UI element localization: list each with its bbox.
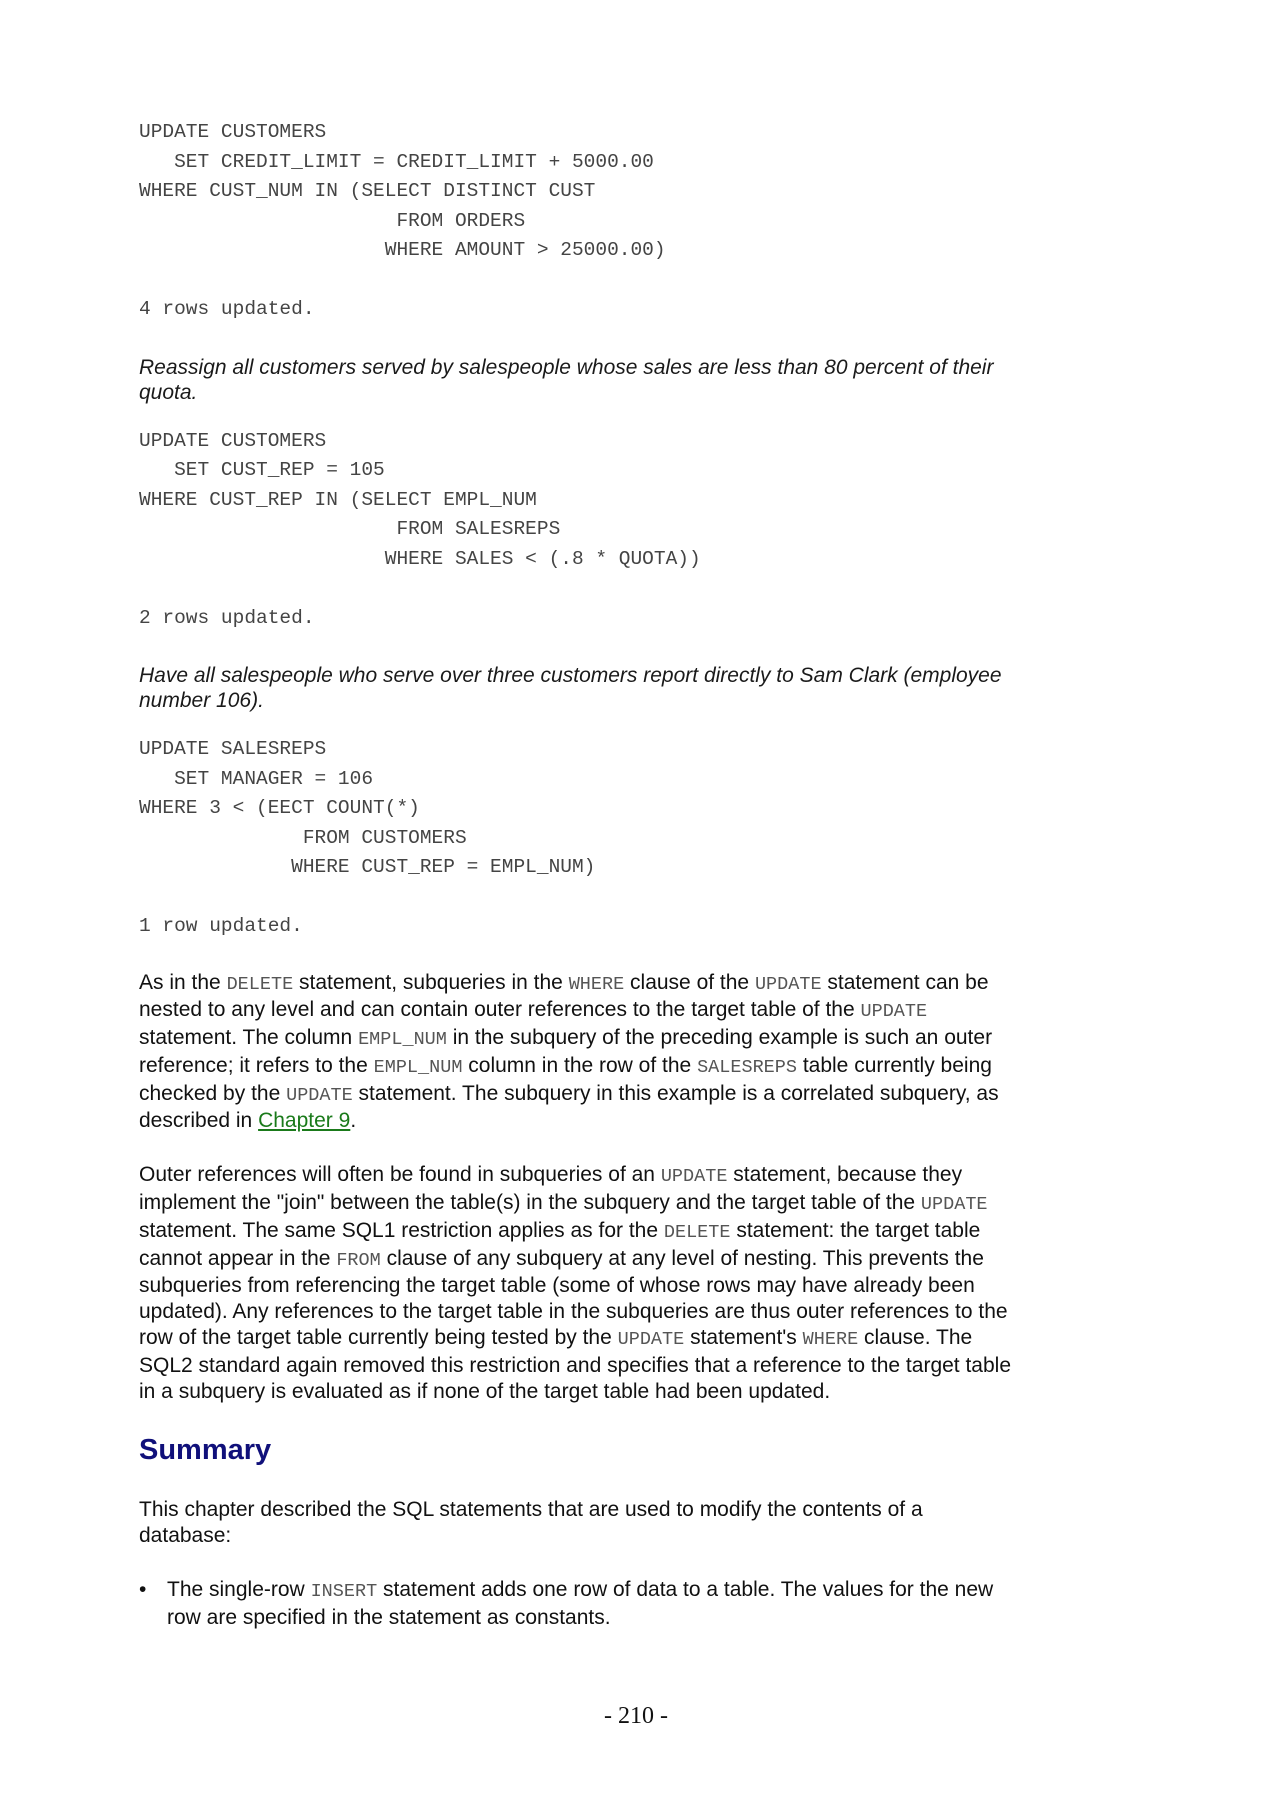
code-keyword: UPDATE [286,1084,353,1106]
code-keyword: FROM [336,1249,381,1271]
code-keyword: UPDATE [617,1329,685,1351]
list-item-text [167,1577,1019,1631]
text-run: Outer references will often be found in subqueries of an [139,1163,661,1187]
code-keyword: UPDATE [660,1166,728,1188]
code-line: SET CREDIT_LIMIT = CREDIT_LIMIT + 5000.00 [139,150,654,173]
code-keyword: EMPL_NUM [358,1029,447,1051]
code-line: WHERE CUST_REP IN (SELECT EMPL_NUM [139,488,537,511]
page-content [139,118,1019,1631]
code-line: WHERE AMOUNT > 25000.00) [139,239,666,261]
code-block-reassign-customers [139,427,1019,575]
text-run: statement adds one row of data to a table. The values for the new row are specified in the statement as constants. [167,1578,994,1629]
code-line: UPDATE CUSTOMERS [139,429,327,452]
code-keyword: WHERE [802,1329,859,1351]
text-run: statement. The column [139,1026,359,1050]
code-line: WHERE SALES < (.8 * QUOTA)) [139,547,701,570]
page-number: - 210 - [604,1703,668,1729]
section-heading: Summary [139,1434,272,1467]
example-caption: Reassign all customers served by salespeople whose sales are less than 80 percent of their quota. [139,355,994,404]
code-line: WHERE CUST_REP = EMPL_NUM) [139,856,596,878]
list-item [139,1577,1019,1631]
code-keyword: INSERT [310,1581,378,1603]
text-run: The single-row [167,1578,311,1602]
code-keyword: DELETE [226,973,294,995]
text-run: statement, because they implement the "join" between the table(s) in the subquery and the target table of the [139,1163,963,1215]
code-keyword: SALESREPS [697,1056,797,1078]
code-line: FROM SALESREPS [139,518,561,540]
code-line: WHERE 3 < (EECT COUNT(*) [139,797,420,819]
code-line: WHERE CUST_NUM IN (SELECT DISTINCT CUST [139,180,596,202]
text-run: clause of any subquery at any level of nesting. This prevents the subqueries from referencing the target table (some of whose rows may have already been updated). Any references to the target table in the subqueries are thus outer references to the row of the target table currently being tested by the [139,1246,1008,1350]
text-run: clause. The SQL2 standard again removed this restriction and specifies that a reference to the target table in a subquery is evaluated as if none of the target table had been updated. [139,1326,1012,1403]
result-text: 1 row updated. [139,915,303,937]
text-run: statement can be nested to any level and can contain outer references to the target table of the [139,970,989,1022]
text-run: table currently being checked by the [139,1053,992,1105]
body-paragraph [139,1162,1019,1404]
code-keyword: EMPL_NUM [373,1056,463,1078]
text-run: statement. The same SQL1 restriction applies as for the [139,1218,664,1242]
text-run: in the subquery of the preceding example is such an outer reference; it refers to the [139,1026,993,1077]
code-line: FROM CUSTOMERS [139,826,467,849]
body-paragraph [139,970,1019,1135]
text-run: statement's [684,1326,803,1350]
code-keyword: UPDATE [920,1194,988,1216]
text-run: column in the row of the [462,1053,698,1077]
text-run: statement, subqueries in the [293,970,569,994]
code-line: SET MANAGER = 106 [139,767,374,790]
code-line: SET CUST_REP = 105 [139,459,385,481]
code-line: UPDATE CUSTOMERS [139,121,327,143]
code-keyword: DELETE [663,1221,731,1243]
result-text: 2 rows updated. [139,606,315,629]
bullet-icon: • [139,1578,147,1602]
example-caption: Have all salespeople who serve over three customers report directly to Sam Clark (employee number 106). [139,664,1002,712]
code-keyword: WHERE [568,973,625,995]
text-run: . [350,1109,357,1133]
text-run: statement: the target table cannot appear in the [139,1218,981,1270]
code-block-update-manager [139,735,1019,883]
result-text: 4 rows updated. [139,298,315,320]
summary-intro: This chapter described the SQL statements that are used to modify the contents of a database: [139,1498,923,1548]
code-block-credit-limit [139,118,1019,266]
code-keyword: UPDATE [860,1001,928,1023]
text-run: statement. The subquery in this example is a correlated subquery, as described in [139,1081,999,1133]
code-keyword: UPDATE [754,973,822,995]
code-line: FROM ORDERS [139,209,526,232]
chapter-9-link[interactable]: Chapter 9 [258,1109,351,1133]
text-run: clause of the [624,970,755,994]
text-run: As in the [139,970,227,994]
code-line: UPDATE SALESREPS [139,738,327,760]
